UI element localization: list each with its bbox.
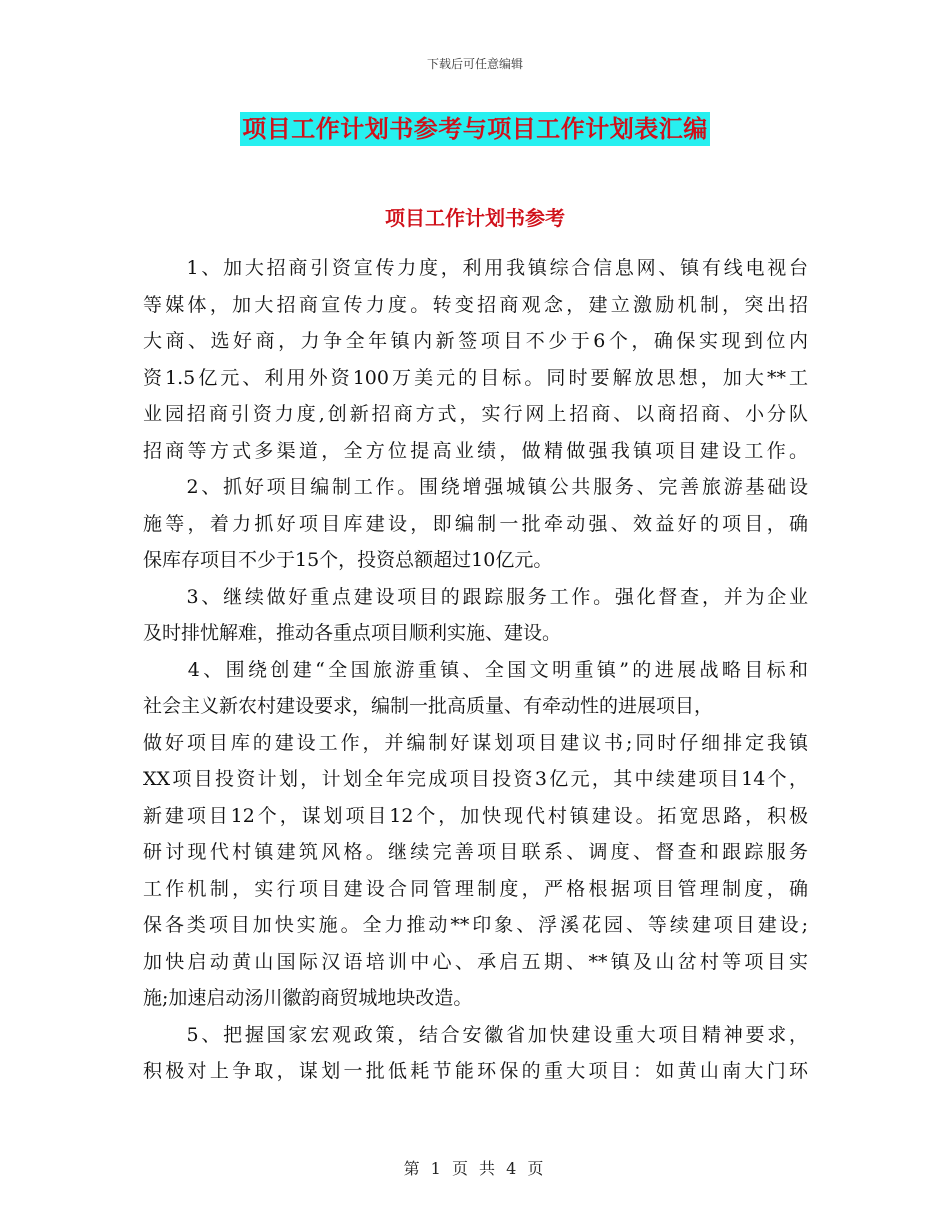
text-line: 新建项目12个，谋划项目12个，加快现代村镇建设。拓宽思路，积极 [143,804,808,827]
text-line: 资1.5亿元、利用外资100万美元的目标。同时要解放思想，加大**工 [143,366,808,389]
body-text [143,250,808,1090]
text-line: 研讨现代村镇建筑风格。继续完善项目联系、调度、督查和跟踪服务 [143,841,808,863]
main-title-wrap [0,112,950,146]
text-line: 工作机制，实行项目建设合同管理制度，严格根据项目管理制度，确 [143,877,808,900]
text-line: 2、抓好项目编制工作。围绕增强城镇公共服务、完善旅游基础设 [143,476,808,498]
text-line: 4、围绕创建“全国旅游重镇、全国文明重镇”的进展战略目标和 [143,658,808,681]
text-line: 施等，着力抓好项目库建设，即编制一批牵动强、效益好的项目，确 [143,512,808,535]
text-line: 保各类项目加快实施。全力推动**印象、浮溪花园、等续建项目建设; [143,914,808,936]
text-line: 大商、选好商，力争全年镇内新签项目不少于6个，确保实现到位内 [143,330,808,352]
page-footer: 第 1 页 共 4 页 [403,1159,547,1178]
text-line: 加快启动黄山国际汉语培训中心、承启五期、**镇及山岔村等项目实 [143,950,808,973]
header-note: 下载后可任意编辑 [426,57,523,71]
text-line: 积极对上争取，谋划一批低耗节能环保的重大项目：如黄山南大门环 [143,1060,808,1082]
text-line: 社会主义新农村建设要求，编制一批高质量、有牵动性的进展项目， [143,695,714,717]
main-title: 项目工作计划书参考与项目工作计划表汇编 [240,112,710,146]
text-line: 及时排忧解难，推动各重点项目顺利实施、建设。 [143,622,562,644]
sub-title: 项目工作计划书参考 [385,206,565,230]
text-line: 招商等方式多渠道，全方位提高业绩，做精做强我镇项目建设工作。 [143,439,808,462]
text-line: XX项目投资计划，计划全年完成项目投资3亿元，其中续建项目14个， [143,768,808,790]
text-line: 5、把握国家宏观政策，结合安徽省加快建设重大项目精神要求， [143,1023,808,1046]
text-line: 施;加速启动汤川徽韵商贸城地块改造。 [143,987,473,1009]
text-line: 1、加大招商引资宣传力度，利用我镇综合信息网、镇有线电视台 [143,257,808,279]
text-line: 保库存项目不少于15个，投资总额超过10亿元。 [143,549,553,571]
text-line: 3、继续做好重点建设项目的跟踪服务工作。强化督查，并为企业 [143,585,808,608]
text-line: 业园招商引资力度,创新招商方式，实行网上招商、以商招商、小分队 [143,403,808,425]
text-line: 做好项目库的建设工作，并编制好谋划项目建议书;同时仔细排定我镇 [143,731,808,754]
text-line: 等媒体，加大招商宣传力度。转变招商观念，建立激励机制，突出招 [143,293,808,316]
